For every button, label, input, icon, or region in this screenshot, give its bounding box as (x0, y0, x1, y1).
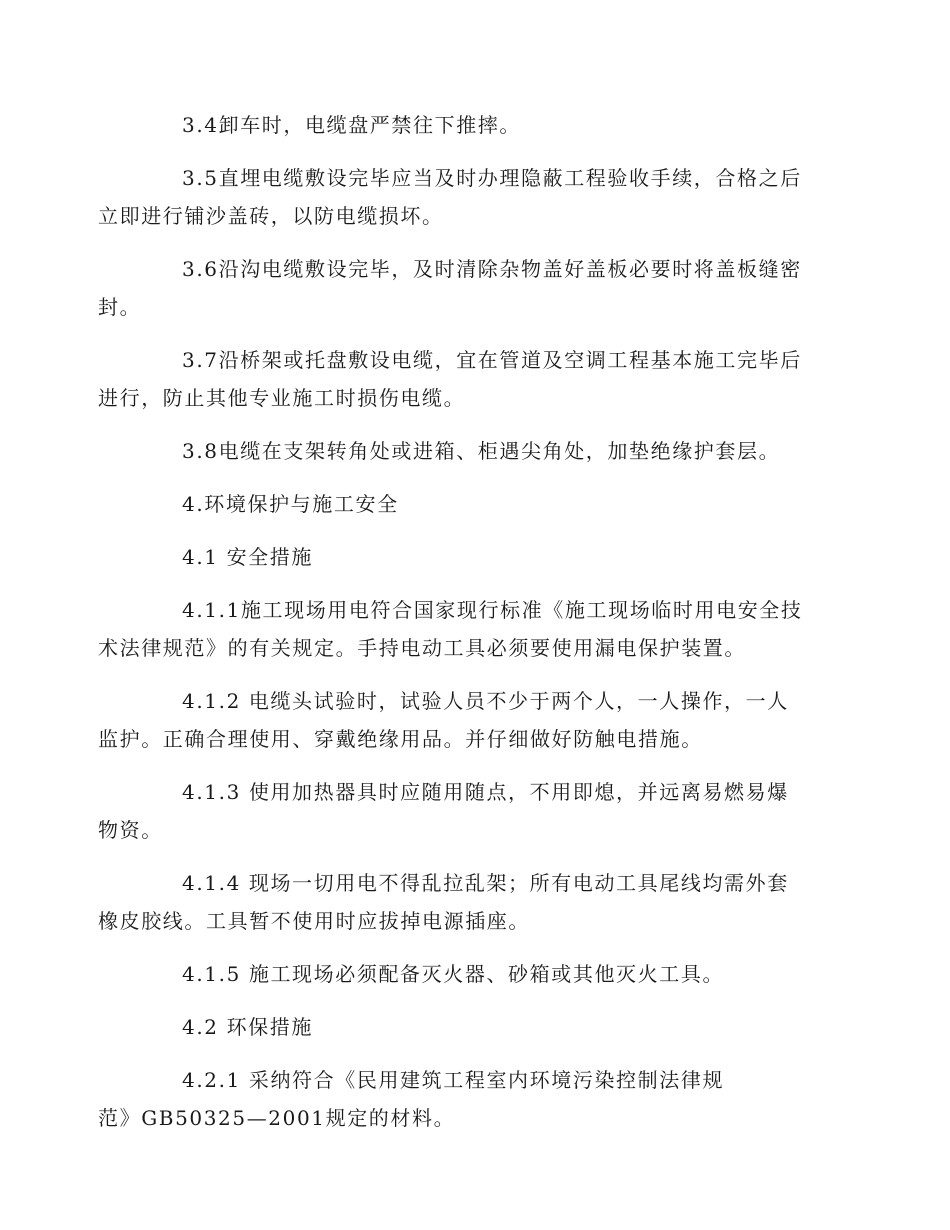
paragraph-3-4 (140, 106, 820, 144)
paragraph-3-8 (140, 432, 820, 470)
paragraph-line: 4.2.1 采纳符合《民用建筑工程室内环境污染控制法律规 (182, 1068, 725, 1092)
paragraph-4-1-1 (98, 591, 820, 667)
section-heading-4-2 (140, 1008, 820, 1046)
paragraph-line: 4.1.1施工现场用电符合国家现行标准《施工现场临时用电安全技 (182, 598, 803, 622)
paragraph-4-1-4 (98, 864, 820, 940)
section-heading-4-1 (140, 538, 820, 576)
paragraph-3-5 (98, 159, 820, 235)
paragraph-line: 3.4卸车时，电缆盘严禁往下推摔。 (182, 113, 522, 137)
paragraph-4-1-5 (140, 955, 820, 993)
paragraph-line: 橡皮胶线。工具暂不使用时应拔掉电源插座。 (98, 909, 530, 933)
paragraph-3-7 (98, 341, 820, 417)
paragraph-4-2-1 (98, 1061, 820, 1137)
paragraph-line: 立即进行铺沙盖砖，以防电缆损坏。 (98, 204, 444, 228)
paragraph-4-1-2 (98, 682, 820, 758)
paragraph-line: 进行，防止其他专业施工时损伤电缆。 (98, 386, 466, 410)
document-body (98, 106, 820, 1152)
paragraph-line: 封。 (98, 295, 142, 319)
heading-line: 4.1 安全措施 (182, 545, 313, 569)
paragraph-line: 4.1.3 使用加热器具时应随用随点，不用即熄，并远离易燃易爆 (182, 780, 789, 804)
paragraph-line: 3.5直埋电缆敷设完毕应当及时办理隐蔽工程验收手续，合格之后 (182, 166, 802, 190)
paragraph-3-6 (98, 250, 820, 326)
section-heading-4 (140, 485, 820, 523)
heading-line: 4.2 环保措施 (182, 1015, 313, 1039)
paragraph-line: 3.7沿桥架或托盘敷设电缆，宜在管道及空调工程基本施工完毕后 (182, 348, 802, 372)
paragraph-line: 3.6沿沟电缆敷设完毕，及时清除杂物盖好盖板必要时将盖板缝密 (182, 257, 802, 281)
heading-line: 4.环境保护与施工安全 (182, 492, 399, 516)
paragraph-line: 范》GB50325—2001规定的材料。 (98, 1106, 456, 1130)
paragraph-line: 术法律规范》的有关规定。手持电动工具必须要使用漏电保护装置。 (98, 636, 746, 660)
paragraph-4-1-3 (98, 773, 820, 849)
paragraph-line: 4.1.5 施工现场必须配备灭火器、砂箱或其他灭火工具。 (182, 962, 725, 986)
paragraph-line: 3.8电缆在支架转角处或进箱、柜遇尖角处，加垫绝缘护套层。 (182, 439, 781, 463)
paragraph-line: 物资。 (98, 818, 163, 842)
paragraph-line: 4.1.2 电缆头试验时，试验人员不少于两个人，一人操作，一人 (182, 689, 789, 713)
paragraph-line: 监护。正确合理使用、穿戴绝缘用品。并仔细做好防触电措施。 (98, 727, 703, 751)
paragraph-line: 4.1.4 现场一切用电不得乱拉乱架；所有电动工具尾线均需外套 (182, 871, 789, 895)
